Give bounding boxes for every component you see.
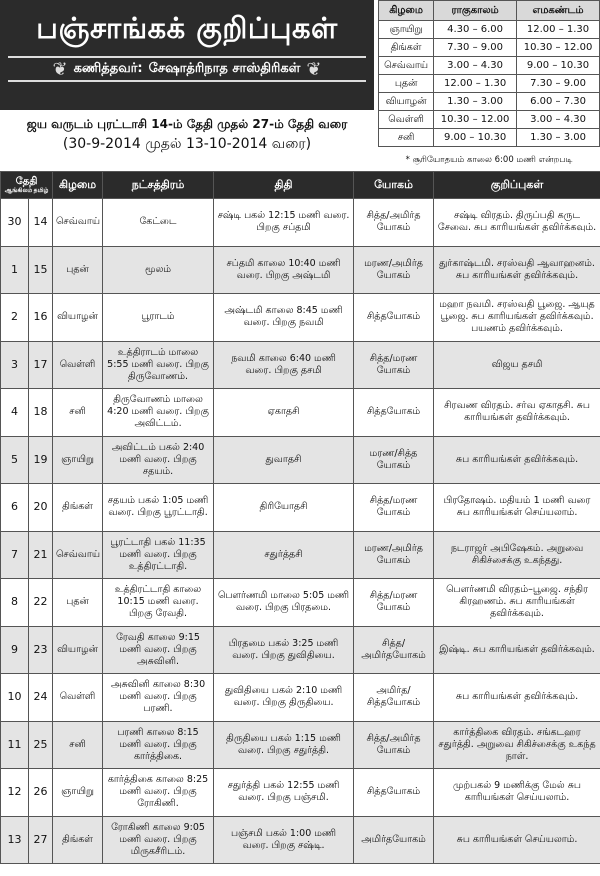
main-header-row	[1, 172, 600, 199]
cell-tam: 23	[29, 626, 53, 674]
header-day: கிழமை	[53, 172, 103, 199]
cell-yogam: அமிர்த/ சித்தயோகம்	[354, 674, 434, 722]
cell-tam: 25	[29, 721, 53, 769]
table-row	[1, 531, 600, 579]
cell-eng: 10	[1, 674, 29, 722]
cell-eng: 4	[1, 389, 29, 437]
header-yogam: யோகம்	[354, 172, 434, 199]
cell-remarks: துர்காஷ்டமி. சரஸ்வதி ஆவாஹனம். சுப காரியங்கள் தவிர்க்கவும்.	[434, 246, 600, 294]
ornament-left-icon: ❦	[52, 58, 68, 80]
cell-star: திருவோணம் மாலை 4:20 மணி வரை. பிறகு அவிட்டம்.	[103, 389, 214, 437]
cell-yogam: மரண/அமிர்த யோகம்	[354, 246, 434, 294]
cell-tithi: சப்தமி காலை 10:40 மணி வரை. பிறகு அஷ்டமி	[214, 246, 354, 294]
cell-tam: 15	[29, 246, 53, 294]
table-row	[1, 389, 600, 437]
table-row	[1, 246, 600, 294]
hours-cell-rahu: 1.30 – 3.00	[434, 93, 517, 111]
hours-cell-rahu: 9.00 – 10.30	[434, 129, 517, 147]
period-tamil: ஜய வருடம் புரட்டாசி 14-ம் தேதி முதல் 27-ம் தேதி வரை	[26, 117, 348, 131]
cell-tithi: அஷ்டமி காலை 8:45 மணி வரை. பிறகு நவமி	[214, 294, 354, 342]
cell-tithi: ஏகாதசி	[214, 389, 354, 437]
header-star: நட்சத்திரம்	[103, 172, 214, 199]
cell-day: வெள்ளி	[53, 674, 103, 722]
cell-tam: 19	[29, 436, 53, 484]
cell-eng: 1	[1, 246, 29, 294]
hours-cell-yama: 1.30 – 3.00	[517, 129, 600, 147]
hours-row	[379, 111, 600, 129]
cell-tam: 14	[29, 199, 53, 247]
cell-day: வியாழன்	[53, 626, 103, 674]
cell-tithi: திருதியை பகல் 1:15 மணி வரை. பிறகு சதுர்த்தி.	[214, 721, 354, 769]
cell-tam: 20	[29, 484, 53, 532]
table-row	[1, 769, 600, 817]
cell-yogam: சித்தயோகம்	[354, 769, 434, 817]
hours-row	[379, 93, 600, 111]
cell-yogam: சித்த/மரண யோகம்	[354, 484, 434, 532]
cell-yogam: அமிர்தயோகம்	[354, 816, 434, 864]
cell-remarks: இஷ்டி. சுப காரியங்கள் தவிர்க்கவும்.	[434, 626, 600, 674]
cell-day: ஞாயிறு	[53, 769, 103, 817]
hours-cell-yama: 10.30 – 12.00	[517, 39, 600, 57]
cell-star: பூராடம்	[103, 294, 214, 342]
cell-remarks: கார்த்திகை விரதம். சங்கடஹர சதுர்த்தி. அறுவை சிகிச்சைக்கு உகந்த நாள்.	[434, 721, 600, 769]
period-subtitle	[0, 110, 374, 156]
cell-eng: 12	[1, 769, 29, 817]
table-row	[1, 294, 600, 342]
hours-row	[379, 39, 600, 57]
hours-cell-day: சனி	[379, 129, 434, 147]
table-row	[1, 816, 600, 864]
cell-remarks: நடராஜர் அபிஷேகம். அறுவை சிகிச்சைக்கு உகந்தது.	[434, 531, 600, 579]
cell-yogam: சித்தயோகம்	[354, 294, 434, 342]
cell-tithi: பிரதமை பகல் 3:25 மணி வரை. பிறகு துவிதியை.	[214, 626, 354, 674]
table-row	[1, 484, 600, 532]
panchangam-table	[0, 171, 600, 864]
cell-eng: 3	[1, 341, 29, 389]
hours-cell-rahu: 4.30 – 6.00	[434, 21, 517, 39]
sunrise-note: * சூரியோதயம் காலை 6:00 மணி என்றபடி	[405, 155, 573, 165]
cell-remarks: பிரதோஷம். மதியம் 1 மணி வரை சுப காரியங்கள் செய்யலாம்.	[434, 484, 600, 532]
cell-day: புதன்	[53, 579, 103, 627]
cell-eng: 11	[1, 721, 29, 769]
cell-remarks: பௌர்ணமி விரதம்–பூஜை. சந்திர கிரஹணம். சுப காரியங்கள் தவிர்க்கவும்.	[434, 579, 600, 627]
cell-eng: 30	[1, 199, 29, 247]
cell-tithi: திரியோதசி	[214, 484, 354, 532]
cell-tithi: சதுர்த்தி பகல் 12:55 மணி வரை. பிறகு பஞ்சமி.	[214, 769, 354, 817]
table-row	[1, 579, 600, 627]
cell-eng: 8	[1, 579, 29, 627]
cell-yogam: சித்த/மரண யோகம்	[354, 341, 434, 389]
cell-remarks: விஜய தசமி	[434, 341, 600, 389]
cell-tam: 21	[29, 531, 53, 579]
hours-cell-rahu: 3.00 – 4.30	[434, 57, 517, 75]
hours-header-day: கிழமை	[379, 1, 434, 21]
cell-yogam: சித்த/ அமிர்தயோகம்	[354, 626, 434, 674]
cell-tithi: சஷ்டி பகல் 12:15 மணி வரை. பிறகு சப்தமி	[214, 199, 354, 247]
cell-tithi: பௌர்ணமி மாலை 5:05 மணி வரை. பிறகு பிரதமை.	[214, 579, 354, 627]
astrologer-name: சேஷாத்ரிநாத சாஸ்திரிகள்	[148, 61, 301, 76]
astrologer-credit	[8, 56, 366, 82]
hours-cell-day: செவ்வாய்	[379, 57, 434, 75]
cell-remarks: சுப காரியங்கள் செய்யலாம்.	[434, 816, 600, 864]
cell-tam: 26	[29, 769, 53, 817]
cell-yogam: சித்த/அமிர்த யோகம்	[354, 199, 434, 247]
cell-day: ஞாயிறு	[53, 436, 103, 484]
header-date: தேதி ஆங்கிலம் தமிழ்	[1, 172, 53, 199]
period-date-range: (30-9-2014 முதல் 13-10-2014 வரை)	[62, 136, 312, 152]
cell-eng: 7	[1, 531, 29, 579]
rahu-yama-table	[378, 0, 600, 147]
cell-remarks: சுப காரியங்கள் தவிர்க்கவும்.	[434, 436, 600, 484]
cell-tithi: துவிதியை பகல் 2:10 மணி வரை. பிறகு திருதியை.	[214, 674, 354, 722]
hours-cell-rahu: 7.30 – 9.00	[434, 39, 517, 57]
cell-tam: 16	[29, 294, 53, 342]
cell-tam: 18	[29, 389, 53, 437]
table-row	[1, 199, 600, 247]
table-row	[1, 674, 600, 722]
cell-tam: 27	[29, 816, 53, 864]
hours-cell-yama: 12.00 – 1.30	[517, 21, 600, 39]
hours-cell-day: திங்கள்	[379, 39, 434, 57]
cell-day: திங்கள்	[53, 484, 103, 532]
hours-row	[379, 57, 600, 75]
cell-yogam: சித்த/அமிர்த யோகம்	[354, 721, 434, 769]
cell-eng: 9	[1, 626, 29, 674]
hours-cell-day: வியாழன்	[379, 93, 434, 111]
hours-cell-yama: 3.00 – 4.30	[517, 111, 600, 129]
table-row	[1, 626, 600, 674]
cell-tithi: சதுர்த்தசி	[214, 531, 354, 579]
cell-yogam: சித்த/மரண யோகம்	[354, 579, 434, 627]
astrologer-label: கணித்தவர்:	[73, 61, 143, 76]
hours-row	[379, 75, 600, 93]
cell-remarks: மஹா நவமி. சரஸ்வதி பூஜை. ஆயுத பூஜை. சுப காரியங்கள் தவிர்க்கவும். பயணம் தவிர்க்கவும்.	[434, 294, 600, 342]
cell-star: கார்த்திகை காலை 8:25 மணி வரை. பிறகு ரோகிணி.	[103, 769, 214, 817]
cell-yogam: மரண/சித்த யோகம்	[354, 436, 434, 484]
header-remarks: குறிப்புகள்	[434, 172, 600, 199]
hours-cell-yama: 9.00 – 10.30	[517, 57, 600, 75]
cell-eng: 6	[1, 484, 29, 532]
hours-cell-day: வெள்ளி	[379, 111, 434, 129]
cell-day: வெள்ளி	[53, 341, 103, 389]
hours-header-yama: எமகண்டம்	[517, 1, 600, 21]
cell-remarks: சுப காரியங்கள் தவிர்க்கவும்.	[434, 674, 600, 722]
cell-day: செவ்வாய்	[53, 531, 103, 579]
cell-star: கேட்டை	[103, 199, 214, 247]
cell-eng: 2	[1, 294, 29, 342]
cell-eng: 13	[1, 816, 29, 864]
cell-star: ரோகிணி காலை 9:05 மணி வரை. பிறகு மிருகசீரிடம்.	[103, 816, 214, 864]
cell-remarks: முற்பகல் 9 மணிக்கு மேல் சுப காரியங்கள் செய்யலாம்.	[434, 769, 600, 817]
hours-header-row	[379, 1, 600, 21]
table-row	[1, 436, 600, 484]
hours-header-rahu: ராகுகாலம்	[434, 1, 517, 21]
cell-day: செவ்வாய்	[53, 199, 103, 247]
cell-star: சதயம் பகல் 1:05 மணி வரை. பிறகு பூரட்டாதி.	[103, 484, 214, 532]
cell-star: அசுவினி காலை 8:30 மணி வரை. பிறகு பரணி.	[103, 674, 214, 722]
cell-tithi: துவாதசி	[214, 436, 354, 484]
header-date-tamil: தமிழ்	[33, 186, 49, 194]
hours-cell-rahu: 10.30 – 12.00	[434, 111, 517, 129]
cell-eng: 5	[1, 436, 29, 484]
cell-star: உத்திரட்டாதி காலை 10:15 மணி வரை. பிறகு ரேவதி.	[103, 579, 214, 627]
cell-remarks: சிரவண விரதம். சர்வ ஏகாதசி. சுப காரியங்கள் தவிர்க்கவும்.	[434, 389, 600, 437]
cell-tithi: நவமி காலை 6:40 மணி வரை. பிறகு தசமி	[214, 341, 354, 389]
hours-cell-rahu: 12.00 – 1.30	[434, 75, 517, 93]
hours-row	[379, 21, 600, 39]
hours-cell-day: ஞாயிறு	[379, 21, 434, 39]
cell-tam: 17	[29, 341, 53, 389]
header-date-english: ஆங்கிலம்	[4, 186, 33, 194]
hours-cell-yama: 6.00 – 7.30	[517, 93, 600, 111]
title-banner	[0, 0, 374, 110]
cell-day: சனி	[53, 721, 103, 769]
cell-yogam: சித்தயோகம்	[354, 389, 434, 437]
cell-tam: 24	[29, 674, 53, 722]
table-row	[1, 721, 600, 769]
cell-tithi: பஞ்சமி பகல் 1:00 மணி வரை. பிறகு சஷ்டி.	[214, 816, 354, 864]
header-tithi: திதி	[214, 172, 354, 199]
table-row	[1, 341, 600, 389]
cell-star: பரணி காலை 8:15 மணி வரை. பிறகு கார்த்திகை.	[103, 721, 214, 769]
ornament-right-icon: ❦	[306, 58, 322, 80]
cell-remarks: சஷ்டி விரதம். திருப்பதி கருட சேவை. சுப காரியங்கள் தவிர்க்கவும்.	[434, 199, 600, 247]
cell-tam: 22	[29, 579, 53, 627]
cell-star: பூரட்டாதி பகல் 11:35 மணி வரை. பிறகு உத்திரட்டாதி.	[103, 531, 214, 579]
cell-day: புதன்	[53, 246, 103, 294]
cell-star: உத்திராடம் மாலை 5:55 மணி வரை. பிறகு திருவோணம்.	[103, 341, 214, 389]
cell-star: ரேவதி காலை 9:15 மணி வரை. பிறகு அசுவினி.	[103, 626, 214, 674]
cell-yogam: மரண/அமிர்த யோகம்	[354, 531, 434, 579]
cell-day: திங்கள்	[53, 816, 103, 864]
cell-star: மூலம்	[103, 246, 214, 294]
cell-day: சனி	[53, 389, 103, 437]
cell-star: அவிட்டம் பகல் 2:40 மணி வரை. பிறகு சதயம்.	[103, 436, 214, 484]
page-title: பஞ்சாங்கக் குறிப்புகள்	[36, 11, 338, 45]
hours-row	[379, 129, 600, 147]
hours-cell-day: புதன்	[379, 75, 434, 93]
cell-day: வியாழன்	[53, 294, 103, 342]
hours-cell-yama: 7.30 – 9.00	[517, 75, 600, 93]
